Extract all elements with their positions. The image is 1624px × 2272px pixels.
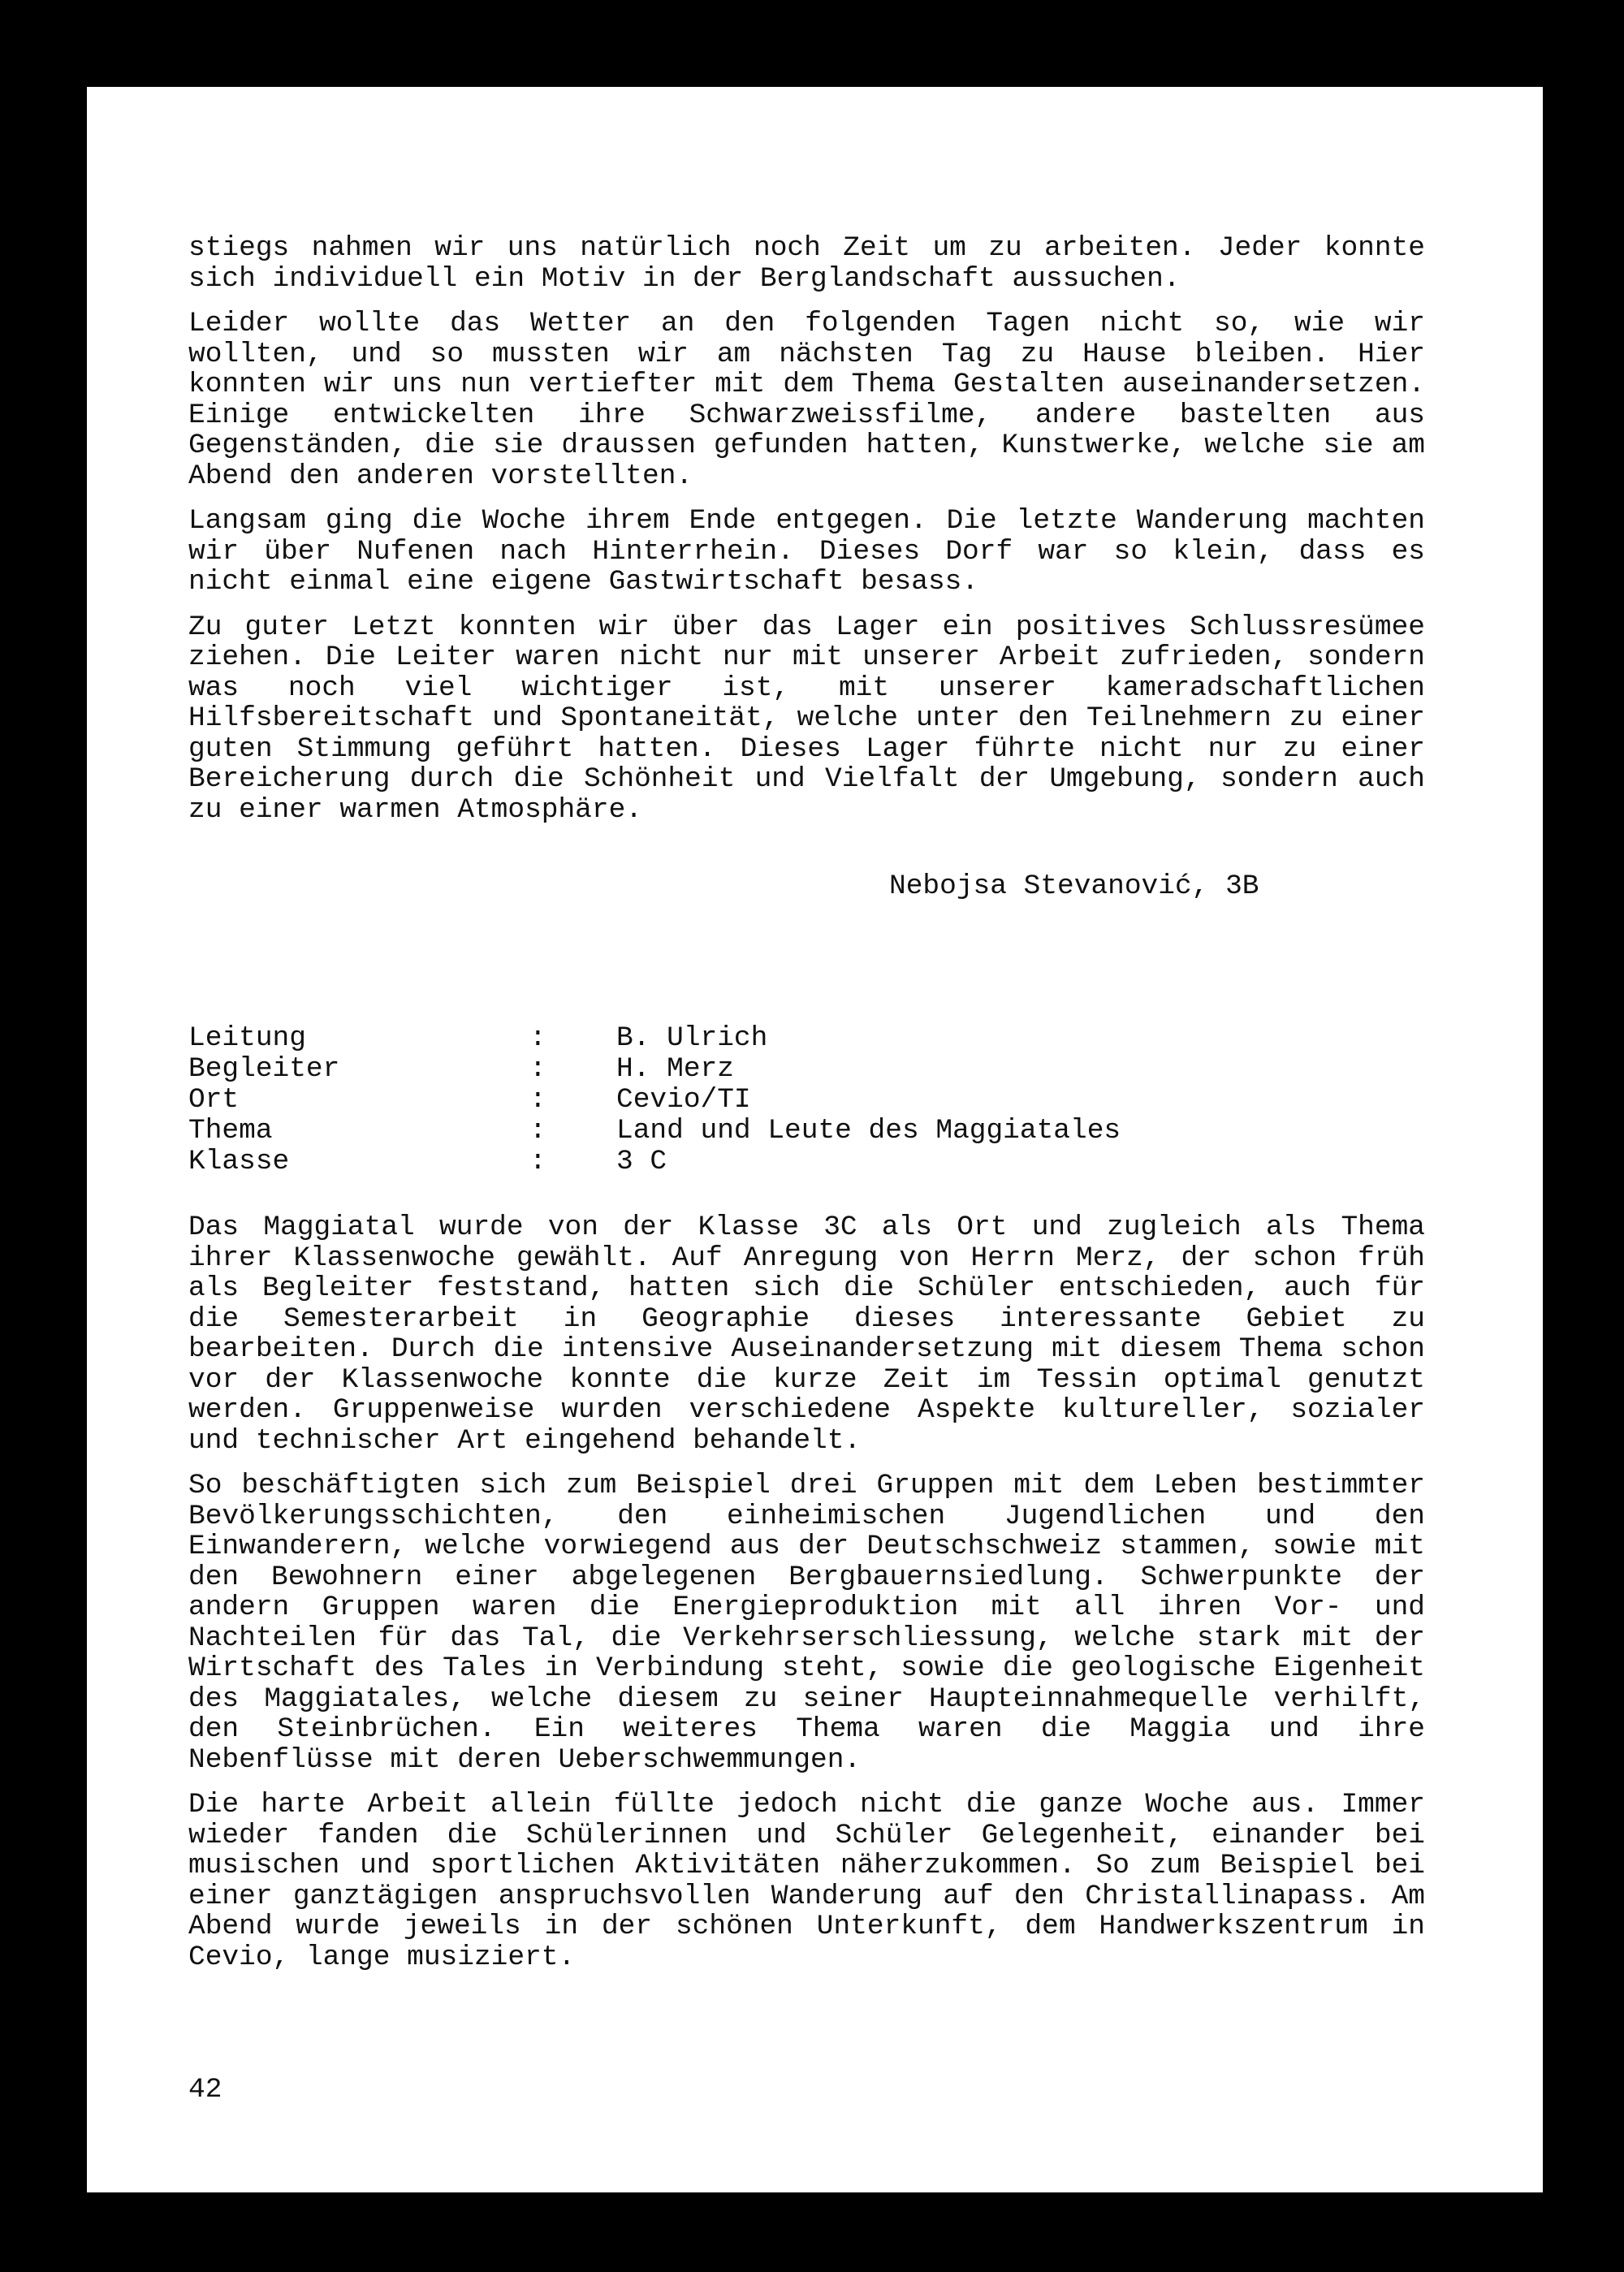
paragraph: So beschäftigten sich zum Beispiel drei Gruppen mit dem Leben bestimmter Bevölkerungsschichten, den einheimischen Jugendlichen und den Einwanderern, welche vorwiegend aus der Deutschschweiz stammen, sowie mit den Bewohnern einer abgelegenen Bergbauernsiedlung. Schwerpunkte der andern Gruppen waren die Energieproduktion mit all ihren Vor- und Nachteilen für das Tal, die Verkehrserschliessung, welche stark mit der Wirtschaft des Tales in Verbindung steht, sowie die geologische Eigenheit des Maggiatales, welche diesem zu seiner Haupteinnahmequelle verhilft, den Steinbrüchen. Ein weiteres Thema waren die Maggia und ihre Nebenflüsse mit deren Ueberschwemmungen. [188,1470,1425,1776]
page-number: 42 [188,2074,222,2106]
paragraph: stiegs nahmen wir uns natürlich noch Zeit um zu arbeiten. Jeder konnte sich individuell ein Motiv in der Berglandschaft aussuchen. [188,232,1425,295]
report-one-body [188,233,1425,840]
paragraph: Die harte Arbeit allein füllte jedoch nicht die ganze Woche aus. Immer wieder fanden die Schülerinnen und Schüler Gelegenheit, einander bei musischen und sportlichen Aktivitäten näherzukommen. So zum Beispiel bei einer ganztägigen anspruchsvollen Wanderung auf den Christallinapass. Am Abend wurde jeweils in der schönen Unterkunft, dem Handwerkszentrum in Cevio, lange musiziert. [188,1789,1425,1973]
report-two-body [188,1212,1425,1987]
info-label: Begleiter [188,1053,340,1085]
info-table [188,1023,1121,1177]
paragraph: Leider wollte das Wetter an den folgenden Tagen nicht so, wie wir wollten, und so mussten wir am nächsten Tag zu Hause bleiben. Hier konnten wir uns nun vertiefter mit dem Thema Gestalten auseinandersetzen. Einige entwickelten ihre Schwarzweissfilme, andere bastelten aus Gegenständen, die sie draussen gefunden hatten, Kunstwerke, welche sie am Abend den anderen vorstellten. [188,308,1425,492]
info-value: H. Merz [616,1053,734,1085]
info-value: Land und Leute des Maggiatales [616,1115,1121,1147]
info-row-ort [188,1085,1121,1116]
paragraph: Das Maggiatal wurde von der Klasse 3C als Ort und zugleich als Thema ihrer Klassenwoche gewählt. Auf Anregung von Herrn Merz, der schon früh als Begleiter feststand, hatten sich die Schüler entschieden, auch für die Semesterarbeit in Geographie dieses interessante Gebiet zu bearbeiten. Durch die intensive Auseinandersetzung mit diesem Thema schon vor der Klassenwoche konnte die kurze Zeit im Tessin optimal genutzt werden. Gruppenweise wurden verschiedene Aspekte kultureller, sozialer und technischer Art eingehend behandelt. [188,1212,1425,1457]
info-row-klasse [188,1147,1121,1177]
info-value: B. Ulrich [616,1022,768,1054]
info-label: Leitung [188,1022,306,1054]
info-row-leitung [188,1023,1121,1054]
info-label: Thema [188,1115,273,1147]
author-signature: Nebojsa Stevanović, 3B [889,870,1259,902]
document-page [87,87,1543,2192]
paragraph: Langsam ging die Woche ihrem Ende entgegen. Die letzte Wanderung machten wir über Nufenen nach Hinterrhein. Dieses Dorf war so klein, dass es nicht einmal eine eigene Gastwirtschaft besass. [188,505,1425,598]
info-value: Cevio/TI [616,1084,751,1116]
info-row-begleiter [188,1054,1121,1085]
info-row-thema [188,1116,1121,1147]
info-separator: : [529,1146,546,1177]
info-separator: : [529,1084,546,1116]
info-separator: : [529,1115,546,1147]
info-label: Ort [188,1084,240,1116]
info-label: Klasse [188,1146,290,1177]
info-separator: : [529,1053,546,1085]
info-separator: : [529,1022,546,1054]
paragraph: Zu guter Letzt konnten wir über das Lager ein positives Schlussresümee ziehen. Die Leiter waren nicht nur mit unserer Arbeit zufrieden, sondern was noch viel wichtiger ist, mit unserer kameradschaftlichen Hilfsbereitschaft und Spontaneität, welche unter den Teilnehmern zu einer guten Stimmung geführt hatten. Dieses Lager führte nicht nur zu einer Bereicherung durch die Schönheit und Vielfalt der Umgebung, sondern auch zu einer warmen Atmosphäre. [188,611,1425,826]
info-value: 3 C [616,1146,667,1177]
